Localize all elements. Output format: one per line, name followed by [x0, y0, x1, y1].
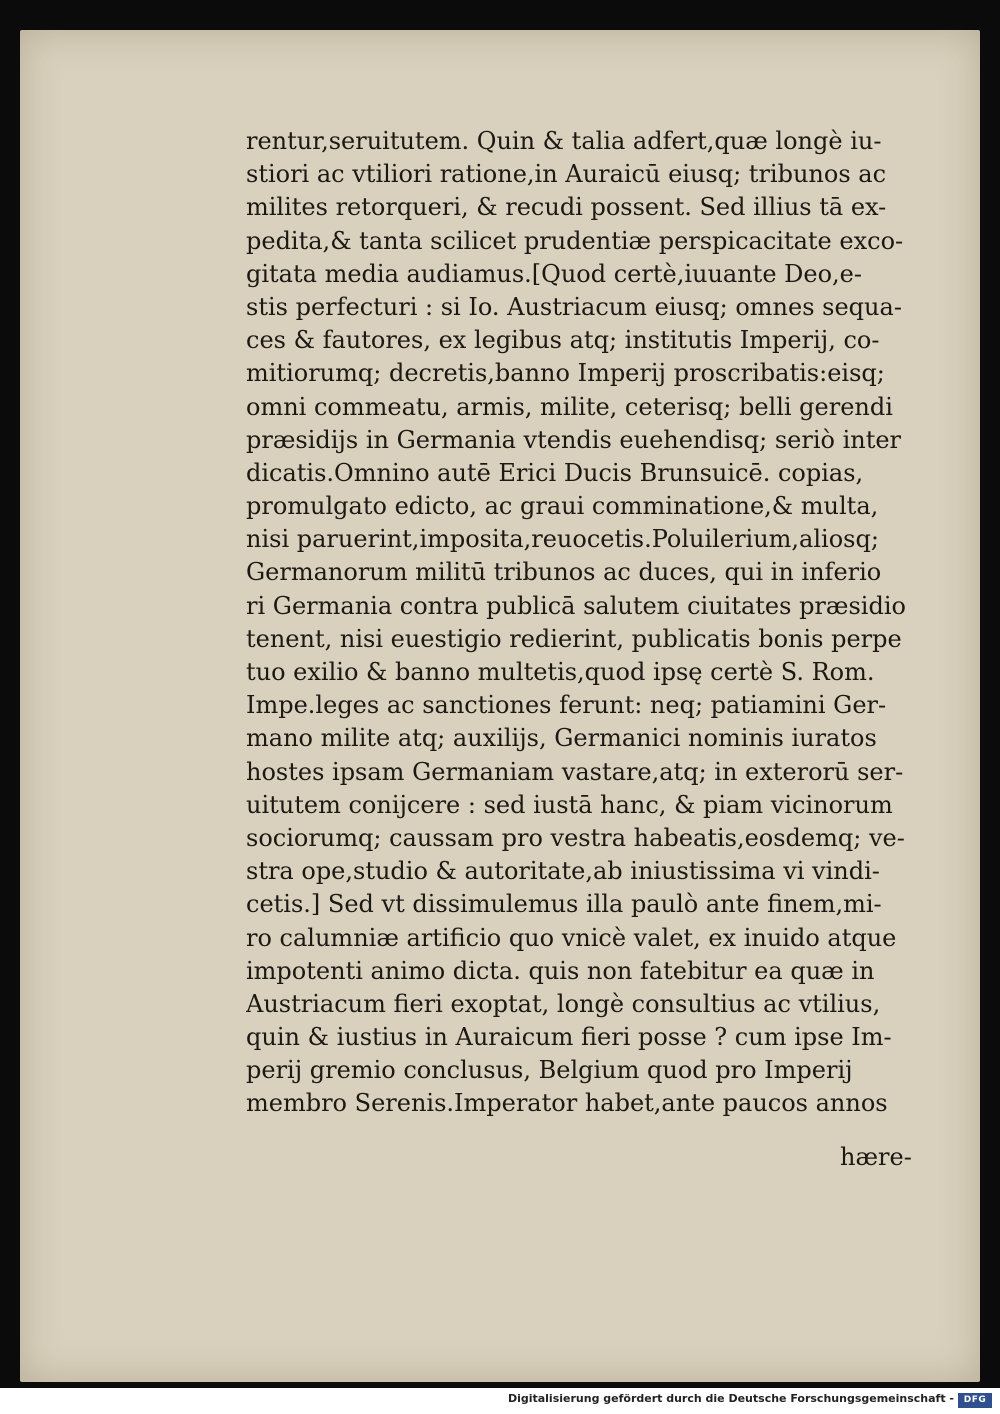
text-line: promulgato edicto, ac graui comminatione,& multa, — [246, 492, 879, 521]
text-line: perij gremio conclusus, Belgium quod pro Imperij — [246, 1056, 853, 1085]
text-line: sociorumq; caussam pro vestra habeatis,eosdemq; ve- — [246, 823, 905, 852]
text-line: tenent, nisi euestigio redierint, publicatis bonis perpe — [246, 624, 902, 653]
text-line: nisi paruerint,imposita,reuocetis.Poluilerium,aliosq; — [246, 525, 879, 554]
text-line: rentur,seruitutem. Quin & talia adfert,quæ longè iu- — [246, 127, 882, 155]
text-line: ro calumniæ artificio quo vnicè valet, ex inuido atque — [246, 923, 897, 952]
text-line: tuo exilio & banno multetis,quod ipsę certè S. Rom. — [246, 658, 875, 686]
catchword: hære- — [840, 1143, 912, 1171]
dfg-logo: DFG — [958, 1393, 992, 1408]
text-line: omni commeatu, armis, milite, ceterisq; belli gerendi — [246, 392, 893, 421]
text-line: cetis.] Sed vt dissimulemus illa paulò ante finem,mi- — [246, 890, 882, 919]
text-line: dicatis.Omnino autē Erici Ducis Brunsuicē. copias, — [246, 458, 864, 487]
text-line: quin & iustius in Auraicum fieri posse ? cum ipse Im- — [246, 1023, 892, 1052]
book-page — [20, 30, 980, 1382]
text-line: stis perfecturi : si Io. Austriacum eiusq; omnes sequa- — [246, 292, 902, 321]
footer-bar — [0, 1388, 1000, 1414]
text-line: mano milite atq; auxilijs, Germanici nominis iuratos — [246, 724, 877, 753]
text-line: hostes ipsam Germaniam vastare,atq; in exterorū ser- — [246, 757, 904, 786]
text-line: gitata media audiamus.[Quod certè,iuuante Deo,e- — [246, 259, 862, 288]
funding-credit: Digitalisierung gefördert durch die Deutsche Forschungsgemeinschaft - — [507, 1392, 954, 1405]
text-line: stra ope,studio & autoritate,ab iniustissima vi vindi- — [246, 857, 880, 886]
text-line: mitiorumq; decretis,banno Imperij proscribatis:eisq; — [246, 359, 885, 388]
text-line: Austriacum fieri exoptat, longè consultius ac vtilius, — [246, 989, 881, 1018]
text-line: stiori ac vtiliori ratione,in Auraicū eiusq; tribunos ac — [246, 160, 887, 189]
text-line: impotenti animo dicta. quis non fatebitur ea quæ in — [246, 956, 875, 985]
text-line: uitutem conijcere : sed iustā hanc, & piam vicinorum — [246, 790, 893, 819]
text-line: præsidijs in Germania vtendis euehendisq; seriò inter — [246, 425, 902, 454]
text-line: ri Germania contra publicā salutem ciuitates præsidio — [246, 591, 906, 620]
text-line: Impe.leges ac sanctiones ferunt: neq; patiamini Ger- — [246, 691, 887, 720]
text-line: milites retorqueri, & recudi possent. Sed illius tā ex- — [246, 193, 887, 222]
text-line: Germanorum militū tribunos ac duces, qui in inferio — [246, 558, 882, 587]
text-line: pedita,& tanta scilicet prudentiæ perspicacitate exco- — [246, 226, 904, 255]
text-line: membro Serenis.Imperator habet,ante paucos annos — [246, 1089, 888, 1118]
page-text-block — [246, 125, 946, 1121]
text-line: ces & fautores, ex legibus atq; institutis Imperij, co- — [246, 326, 880, 355]
